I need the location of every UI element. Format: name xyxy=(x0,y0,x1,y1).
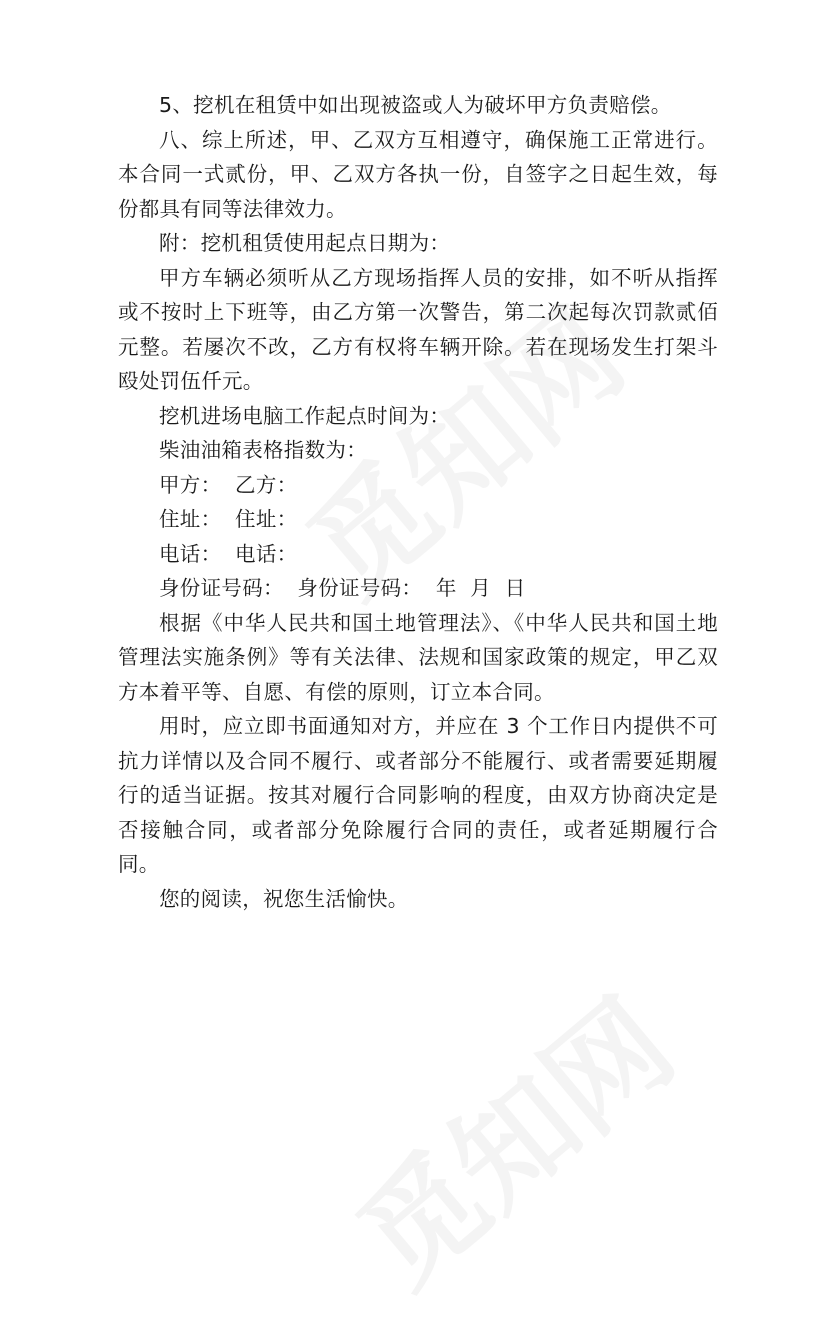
phone-field: 电话： 电话： xyxy=(159,541,298,566)
computer-start-time: 挖机进场电脑工作起点时间为： xyxy=(159,403,451,428)
force-majeure: 用时，应立即书面通知对方，并应在 3 个工作日内提供不可抗力详情以及合同不履行、或者部分不能履行、或者需要延期履行的适当证据。按其对履行合同影响的程度，由双方协商决定是否接触合同，或者部分免除履行合同的责任，或者延期履行合同。 xyxy=(118,714,718,876)
vehicle-rules: 甲方车辆必须听从乙方现场指挥人员的安排，如不听从指挥或不按时上下班等，由乙方第一次警告，第二次起每次罚款贰佰元整。若屡次不改，乙方有权将车辆开除。若在现场发生打架斗殴处罚伍仟元。 xyxy=(118,265,718,393)
closing-note: 您的阅读，祝您生活愉快。 xyxy=(159,886,409,911)
document-body xyxy=(118,88,718,916)
watermark xyxy=(317,954,703,1317)
diesel-tank-reading: 柴油油箱表格指数为： xyxy=(159,438,367,462)
id-number-field: 身份证号码： 身份证号码： 年 月 日 xyxy=(159,576,526,600)
legal-basis: 根据《中华人民共和国土地管理法》、《中华人民共和国土地管理法实施条例》等有关法律、法规和国家政策的规定，甲乙双方本着平等、自愿、有偿的原则，订立本合同。 xyxy=(118,610,718,704)
appendix-start-date: 附：挖机租赁使用起点日期为： xyxy=(159,231,451,255)
clause-8: 八、综上所述，甲、乙双方互相遵守，确保施工正常进行。本合同一式贰份，甲、乙双方各执一份，自签字之日起生效，每份都具有同等法律效力。 xyxy=(118,127,718,221)
address-field: 住址： 住址： xyxy=(159,507,298,531)
party-field: 甲方： 乙方： xyxy=(159,472,298,497)
clause-5: 5、挖机在租赁中如出现被盗或人为破坏甲方负责赔偿。 xyxy=(159,93,672,117)
